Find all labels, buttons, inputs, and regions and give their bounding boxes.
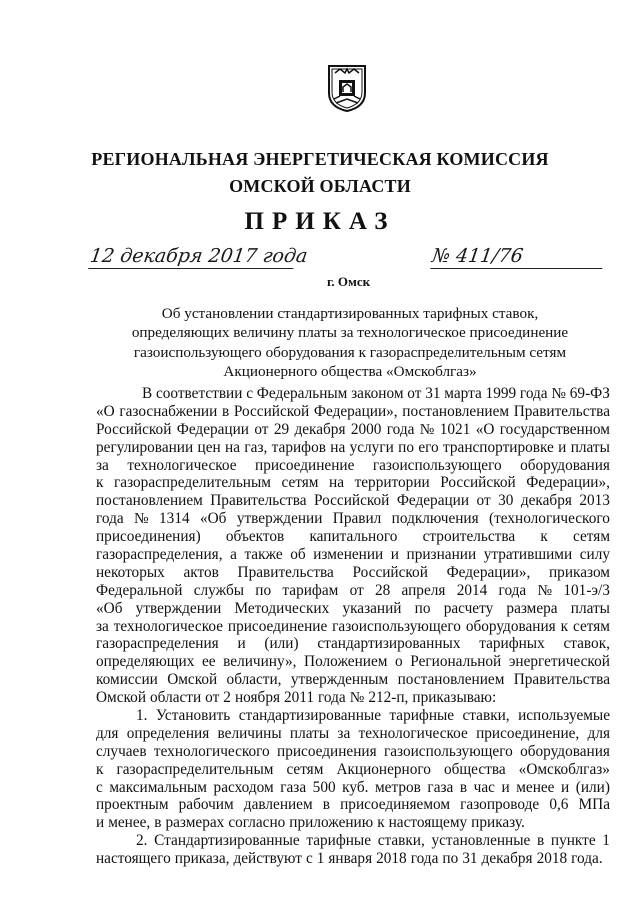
body-line: комиссии Омской области, утвержденным постановлением Правительства — [96, 671, 610, 689]
organization-name — [0, 146, 640, 200]
body-line: 2. Стандартизированные тарифные ставки, установленные в пункте 1 — [136, 832, 610, 850]
body-line: определяющих ее величину», Положением о Региональной энергетической — [96, 653, 610, 671]
document-type: ПРИКАЗ — [244, 208, 396, 235]
title-line: газоиспользующего оборудования к газораспределительным сетям — [133, 343, 567, 361]
body-line: газораспределения, а также об изменении и признании утратившими силу — [96, 546, 610, 564]
city: г. Омск — [327, 274, 371, 289]
body-line: постановлением Правительства Российской Федерации от 30 декабря 2013 — [96, 492, 610, 510]
body-line: и менее, в размерах согласно приложению к настоящему приказу. — [96, 814, 525, 832]
body-line: «О газоснабжении в Российской Федерации», постановлением Правительства — [96, 402, 610, 420]
body-line: проектным рабочим давлением в присоединяемом газопроводе 0,6 МПа — [96, 796, 610, 814]
body-line: «Об утверждении Методических указаний по расчету размера платы — [96, 599, 610, 617]
handwritten-date: 12 декабря 2017 года — [88, 245, 309, 267]
order-body — [96, 385, 610, 868]
body-line: 1. Установить стандартизированные тарифные ставки, используемые — [136, 707, 610, 725]
body-line: присоединения) объектов капитального строительства к сетям — [96, 528, 610, 546]
handwritten-order-number: № 411/76 — [430, 244, 606, 269]
organization-name-line1: РЕГИОНАЛЬНАЯ ЭНЕРГЕТИЧЕСКАЯ КОМИССИЯ — [91, 149, 549, 169]
body-line: случаев технологического присоединения газоиспользующего оборудования — [96, 742, 610, 760]
body-line: к газораспределительным сетям Акционерного общества «Омскоблгаз» — [96, 760, 610, 778]
body-line: Омской области от 2 ноября 2011 года № 212-п, приказываю: — [96, 689, 497, 707]
body-line: некоторых актов Правительства Российской Федерации», приказом — [96, 563, 610, 581]
body-line: Федеральной службы по тарифам от 28 апреля 2014 года № 101-э/3 — [96, 581, 610, 599]
coat-of-arms-icon — [326, 63, 368, 113]
body-line: настоящего приказа, действуют с 1 января 2018 года по 31 декабря 2018 года. — [96, 850, 603, 868]
body-line: Российской Федерации от 29 декабря 2000 года № 1021 «О государственном — [96, 420, 610, 438]
title-line: Акционерного общества «Омскоблгаз» — [223, 363, 477, 381]
body-line: за технологическое присоединение газоиспользующего оборудования к сетям — [96, 617, 610, 635]
body-line: регулировании цен на газ, тарифов на услуги по его транспортировке и платы — [96, 438, 610, 456]
organization-name-line2: ОМСКОЙ ОБЛАСТИ — [229, 176, 411, 196]
body-line: за технологическое присоединение газоиспользующего оборудования — [96, 456, 610, 474]
title-line: определяющих величину платы за технологическое присоединение — [131, 324, 569, 342]
body-line: для определения величины платы за технологическое присоединение, для — [96, 724, 610, 742]
body-line: к газораспределительным сетям на территории Российской Федерации», — [96, 474, 610, 492]
body-line: В соответствии с Федеральным законом от 31 марта 1999 года № 69-ФЗ — [142, 385, 610, 402]
body-line: газораспределения и (или) стандартизированных тарифных ставок, — [96, 635, 610, 653]
body-line: года № 1314 «Об утверждении Правил подключения (технологического — [96, 510, 610, 528]
order-title — [90, 304, 610, 382]
title-line: Об установлении стандартизированных тарифных ставок, — [161, 305, 539, 322]
body-line: с максимальным расходом газа 500 куб. метров газа в час и менее и (или) — [96, 778, 610, 796]
